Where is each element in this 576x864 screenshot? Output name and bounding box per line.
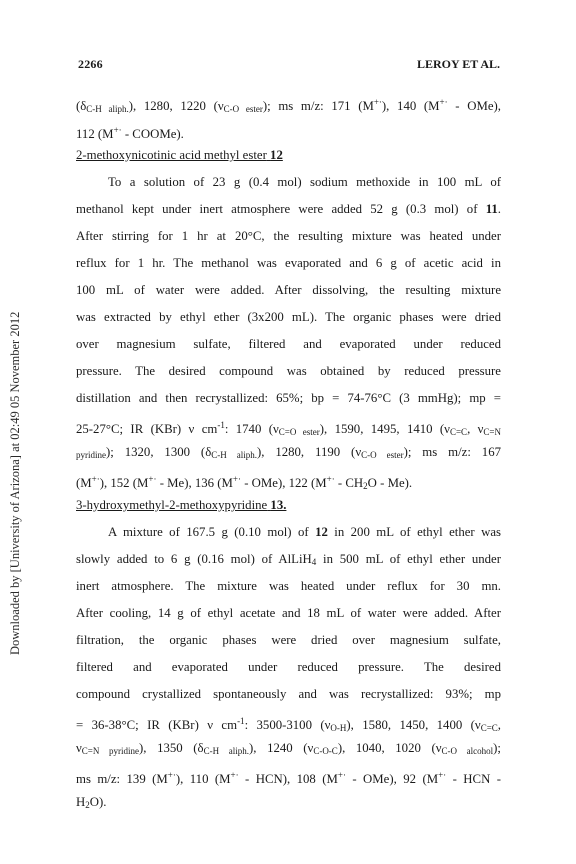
text-line: 100 mL of water were added. After dissolving, the resulting mixture <box>76 283 501 297</box>
text-line: inert atmosphere. The mixture was heated under reflux for 30 mn. <box>76 579 501 593</box>
text-line: ms m/z: 139 (M+·), 110 (M+· - HCN), 108 (M+· - OMe), 92 (M+· - HCN - <box>76 770 501 786</box>
text-line: was extracted by ethyl ether (3x200 mL). The organic phases were dried <box>76 310 501 324</box>
text-line: pressure. The desired compound was obtained by reduced pressure <box>76 364 501 378</box>
text-line: compound crystallized spontaneously and was recrystallized: 93%; mp <box>76 687 501 701</box>
text-line: slowly added to 6 g (0.16 mol) of AlLiH$_4$ in 500 mL of ethyl ether under <box>76 552 502 567</box>
text-line: over magnesium sulfate, filtered and evaporated under reduced <box>76 337 501 351</box>
section-heading: 3-hydroxymethyl-2-methoxypyridine 13. <box>76 498 287 512</box>
running-head: LEROY ET AL. <box>417 57 501 71</box>
section-heading: 2-methoxynicotinic acid methyl ester 12 <box>76 148 283 162</box>
text-line: $\nu_{C=N pyridine}$), 1350 $(\delta_{C-H aliph.})$, 1240 $(\nu_{C-O-C})$, 1040, 1020 $(\nu_{C-O alcohol})$; <box>76 741 501 756</box>
text-line: filtered and evaporated under reduced pressure. The desired <box>76 660 501 674</box>
text-line: (M+·), 152 (M+· - Me), 136 (M+· - OMe), 122 $(M^{+\cdot} - CH_2O - Me)$. <box>76 474 413 491</box>
page-number: 2266 <box>78 57 103 71</box>
text-line: = 36-38°C; IR (KBr) ν $cm^{-1}$: 3500-3100 $(\nu_{O-H})$, 1580, 1450, 1400 ($\nu_{C=C}$, <box>76 716 501 733</box>
text-line: $_{pyridine}$); 1320, 1300 $(\delta_{C-H aliph.})$, 1280, 1190 $(\nu_{C-O ester})$; ms m/z: 167 <box>76 445 501 460</box>
text-line: To a solution of 23 g (0.4 mol) sodium methoxide in 100 mL of <box>108 175 501 189</box>
text-line: After stirring for 1 hr at 20°C, the resulting mixture was heated under <box>76 229 501 243</box>
text-line: methanol kept under inert atmosphere were added 52 g (0.3 mol) of 11. <box>76 202 501 216</box>
text-line: 112 (M+· - COOMe). <box>76 125 184 141</box>
text-line: After cooling, 14 g of ethyl acetate and 18 mL of water were added. After <box>76 606 501 620</box>
text-line: distillation and then recrystallized: 65%; bp = 74-76°C (3 mmHg); mp = <box>76 391 501 405</box>
text-line: $H_2O$). <box>76 795 107 810</box>
text-line: A mixture of 167.5 g (0.10 mol) of 12 in 200 mL of ethyl ether was <box>108 525 501 539</box>
text-line: $(\delta_{C-H aliph.})$, 1280, 1220 $(\nu_{C-O ester})$; ms m/z: 171 (M+·), 140 (M+· - OMe), <box>76 97 501 114</box>
text-line: 25-27°C; IR (KBr) ν $cm^{-1}$: 1740 $(\nu_{C=O ester})$, 1590, 1495, 1410 ($\nu_{C=C}$, $\nu_{C=N}$ <box>76 420 501 437</box>
text-line: reflux for 1 hr. The methanol was evaporated and 6 g of acetic acid in <box>76 256 501 270</box>
download-notice: Downloaded by [University of Arizona] at 02:49 05 November 2012 <box>8 311 22 655</box>
text-line: filtration, the organic phases were dried over magnesium sulfate, <box>76 633 501 647</box>
